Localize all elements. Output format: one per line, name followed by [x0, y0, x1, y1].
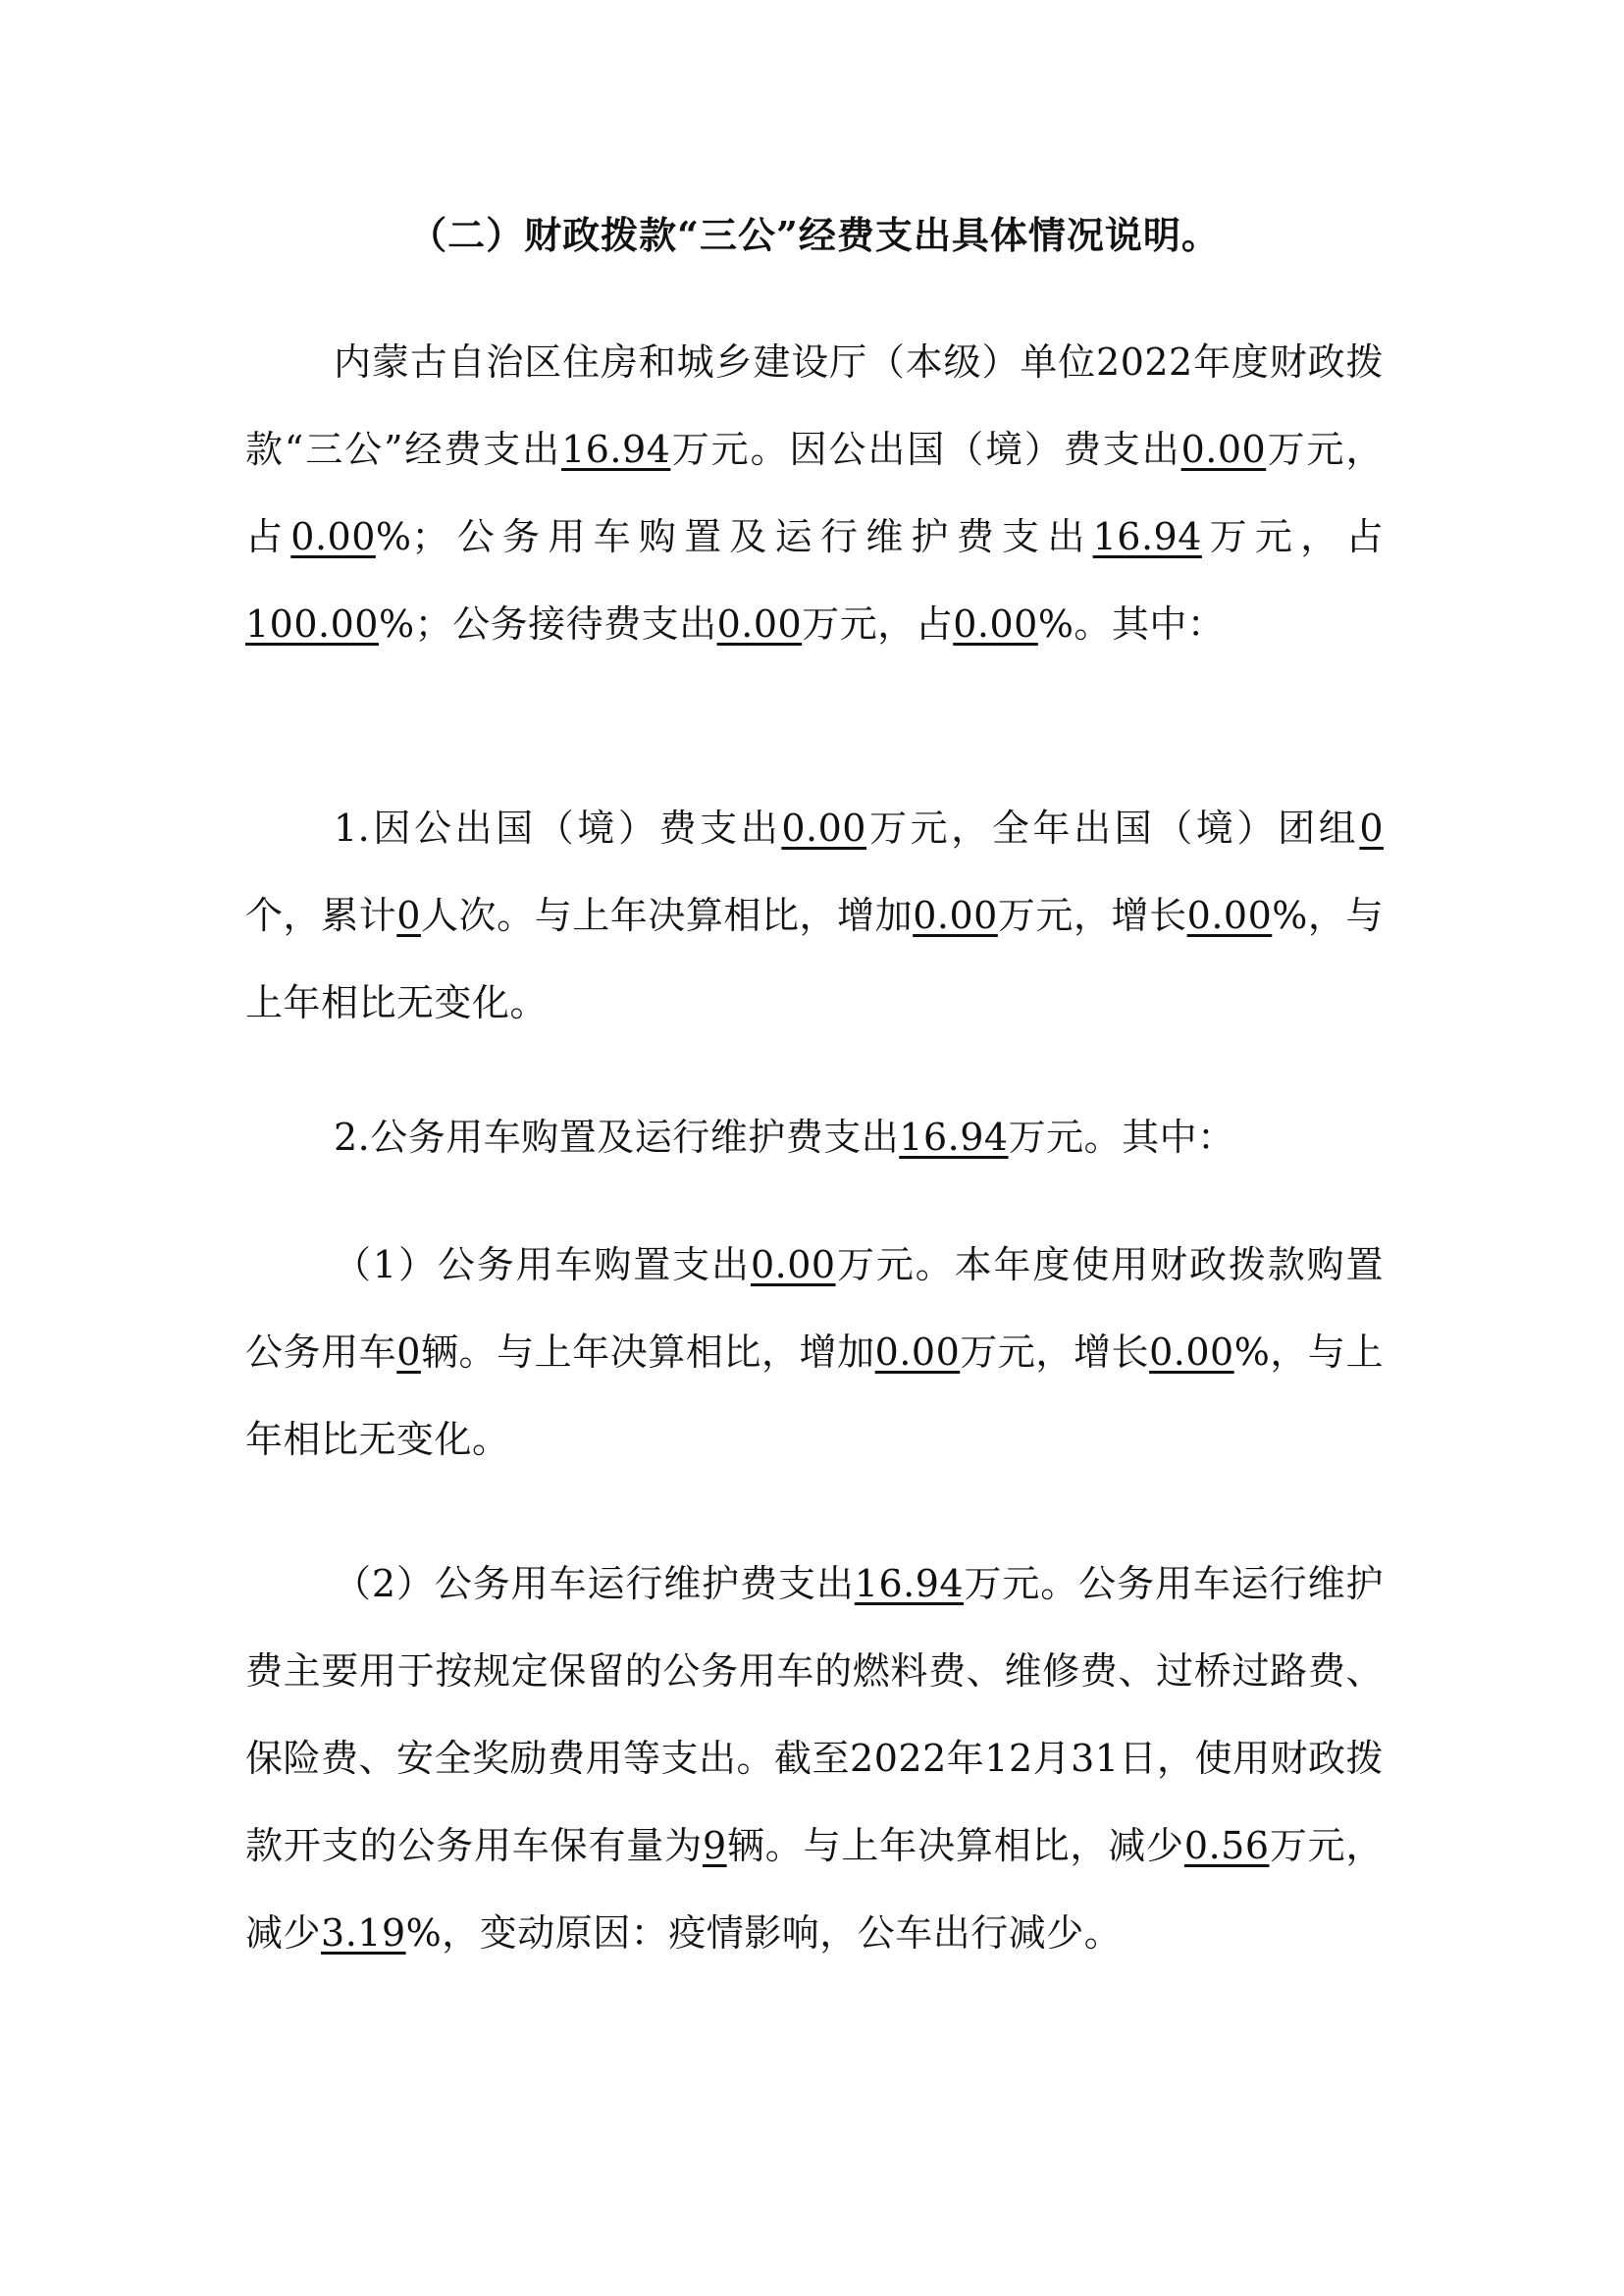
paragraph-abroad [245, 785, 1384, 1047]
purchase-increase-percent: 0.00 [1149, 1331, 1234, 1374]
purchase-text-1: （1）公务用车购置支出 [334, 1243, 751, 1286]
summary-text-5: 万元，占 [1201, 515, 1384, 558]
vehicle-total-text-2: 万元。其中： [1008, 1116, 1235, 1159]
maintenance-vehicle-count: 9 [702, 1824, 727, 1867]
paragraph-vehicle-purchase [245, 1222, 1384, 1484]
abroad-text-3: 个，累计 [245, 894, 397, 937]
abroad-text-5: 万元，增长 [997, 894, 1187, 937]
vehicle-total-text-1: 2.公务用车购置及运行维护费支出 [334, 1116, 900, 1159]
abroad-increase-percent: 0.00 [1186, 894, 1273, 937]
maintenance-text-1: （2）公务用车运行维护费支出 [334, 1562, 855, 1605]
purchase-amount: 0.00 [750, 1243, 836, 1286]
abroad-text-4: 人次。与上年决算相比，增加 [420, 894, 914, 937]
summary-text-4: %；公务用车购置及运行维护费支出 [375, 515, 1093, 558]
summary-abroad-amount: 0.00 [1180, 428, 1267, 471]
purchase-text-3: 辆。与上年决算相比，增加 [420, 1331, 875, 1374]
summary-text-6: %；公务接待费支出 [378, 602, 717, 646]
paragraph-summary [245, 319, 1384, 668]
purchase-text-5: %，与上年相比无变化。 [245, 1331, 1384, 1461]
vehicle-total-amount: 16.94 [899, 1116, 1009, 1159]
abroad-amount: 0.00 [781, 807, 866, 850]
section-heading: （二）财政拨款“三公”经费支出具体情况说明。 [409, 213, 1220, 257]
summary-vehicle-amount: 16.94 [1092, 515, 1202, 558]
maintenance-text-5: %，变动原因：疫情影响，公车出行减少。 [405, 1911, 1123, 1955]
abroad-text-2: 万元，全年出国（境）团组 [865, 807, 1360, 850]
summary-text-7: 万元，占 [802, 602, 954, 646]
summary-text-3: 万元，占 [245, 428, 1384, 558]
maintenance-text-2: 万元。公务用车运行维护费主要用于按规定保留的公务用车的燃料费、维修费、过桥过路费、保险费、安全奖励费用等支出。截至2022年12月31日，使用财政拨款开支的公务用车保有量为 [245, 1562, 1384, 1867]
abroad-increase: 0.00 [913, 894, 998, 937]
maintenance-decrease-percent: 3.19 [321, 1911, 406, 1955]
abroad-groups: 0 [1359, 807, 1384, 850]
maintenance-amount: 16.94 [854, 1562, 965, 1605]
purchase-count: 0 [396, 1331, 421, 1374]
summary-reception-percent: 0.00 [953, 602, 1038, 646]
maintenance-text-3: 辆。与上年决算相比，减少 [726, 1824, 1184, 1867]
summary-abroad-percent: 0.00 [290, 515, 376, 558]
summary-reception-amount: 0.00 [716, 602, 803, 646]
paragraph-vehicle-maintenance [245, 1540, 1384, 1977]
abroad-persons: 0 [396, 894, 421, 937]
purchase-increase: 0.00 [874, 1331, 961, 1374]
abroad-text-1: 1.因公出国（境）费支出 [334, 807, 782, 850]
paragraph-vehicle-total [245, 1094, 1384, 1181]
purchase-text-2: 万元。本年度使用财政拨款购置公务用车 [245, 1243, 1384, 1374]
summary-text-1: 内蒙古自治区住房和城乡建设厅（本级）单位2022年度财政拨款“三公”经费支出 [245, 340, 1384, 471]
abroad-text-6: %，与上年相比无变化。 [245, 894, 1384, 1024]
maintenance-text-4: 万元，减少 [245, 1824, 1384, 1955]
maintenance-decrease: 0.56 [1183, 1824, 1270, 1867]
summary-text-2: 万元。因公出国（境）费支出 [670, 428, 1181, 471]
summary-total-amount: 16.94 [561, 428, 671, 471]
summary-vehicle-percent: 100.00 [245, 602, 379, 646]
summary-text-8: %。其中： [1037, 602, 1226, 646]
purchase-text-4: 万元，增长 [960, 1331, 1150, 1374]
